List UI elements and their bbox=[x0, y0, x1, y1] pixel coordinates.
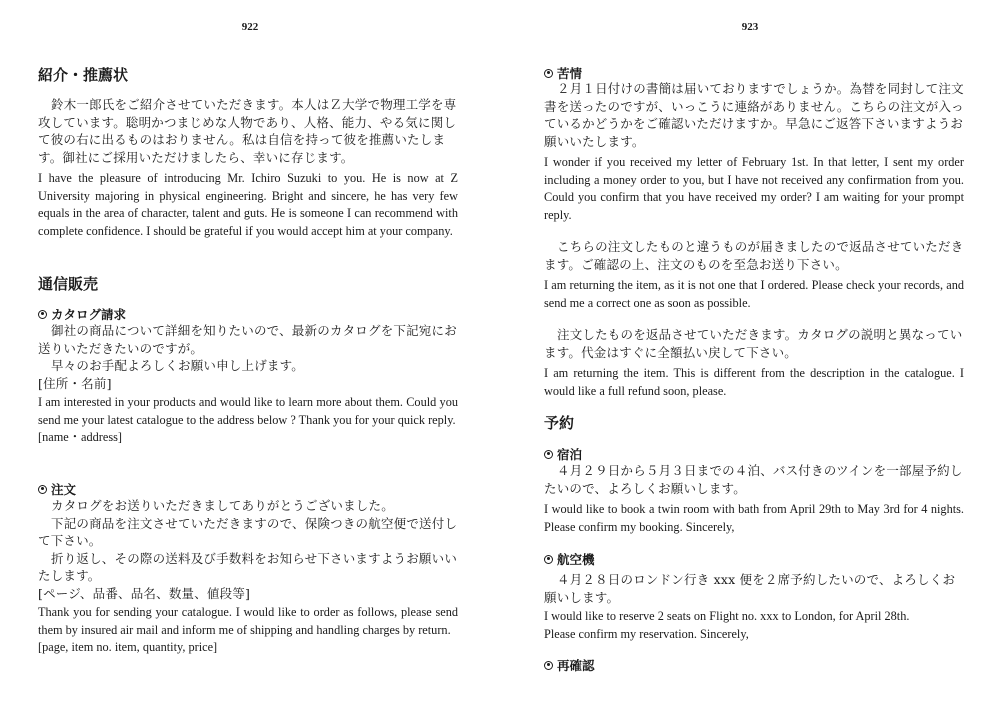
bullet-icon bbox=[38, 310, 47, 319]
order-english-2: [page, item no. item, quantity, price] bbox=[38, 640, 218, 654]
flight-english-2: Please confirm my reservation. Sincerely, bbox=[544, 626, 749, 641]
complaint-english-2: I am returning the item, as it is not one that I ordered. Please check your records, and send me a correct one as soon as possible. bbox=[544, 278, 964, 310]
order-japanese-4: [ページ、品番、品名、数量、値段等] bbox=[38, 585, 251, 601]
bullet-icon bbox=[544, 555, 553, 564]
subheading-hotel bbox=[544, 445, 582, 463]
hotel-japanese: ４月２９日から５月３日までの４泊、バス付きのツインを一部屋予約したいので、よろしくお願いします。 bbox=[544, 463, 963, 496]
catalog-japanese-3: [住所・名前] bbox=[38, 375, 112, 391]
hotel-english: I would like to book a twin room with bath from April 29th to May 3rd for 4 nights. Please confirm my booking. Sincerely, bbox=[544, 502, 964, 534]
catalog-english-2: [name・address] bbox=[38, 430, 122, 444]
section-heading-introduction: 紹介・推薦状 bbox=[38, 66, 129, 84]
subheading-label: カタログ請求 bbox=[51, 307, 127, 322]
flight-block bbox=[544, 571, 964, 643]
subheading-label: 再確認 bbox=[557, 658, 595, 673]
subheading-label: 注文 bbox=[51, 482, 77, 497]
section-heading-mail-order: 通信販売 bbox=[38, 275, 99, 293]
complaint-english-3: I am returning the item. This is different from the description in the catalogue. I would like a full refund soon, please. bbox=[544, 366, 964, 398]
order-japanese-2: 下記の商品を注文させていただきますので、保険つきの航空便で送付して下さい。 bbox=[38, 515, 458, 548]
subheading-catalog-request bbox=[38, 305, 126, 323]
complaint-japanese-2: こちらの注文したものと違うものが届きましたので返品させていただきます。ご確認の上、注文のものを至急お送り下さい。 bbox=[544, 239, 964, 272]
subheading-label: 苦情 bbox=[557, 66, 583, 81]
introduction-block bbox=[38, 96, 458, 240]
order-block bbox=[38, 497, 458, 657]
complaint-japanese-1: ２月１日付けの書簡は届いておりますでしょうか。為替を同封して注文書を送ったのですが、いっこうに連絡がありません。こちらの注文が入っているかどうかをご確認いただけますか。早急にご返答下さいますようお願いいたします。 bbox=[544, 81, 964, 149]
catalog-english-1: I am interested in your products and would like to learn more about them. Could you send me your latest catalogue to the address below ? Thank you for your quick reply. bbox=[38, 395, 458, 427]
subheading-order bbox=[38, 480, 76, 498]
subheading-flight bbox=[544, 550, 595, 568]
catalog-japanese-1: 御社の商品について詳細を知りたいので、最新のカタログを下記宛にお送りいただきたいのですが。 bbox=[38, 323, 457, 356]
bullet-icon bbox=[544, 69, 553, 78]
order-english-1: Thank you for sending your catalogue. I would like to order as follows, please send them by insured air mail and inform me of shipping and handling charges by return. bbox=[38, 605, 458, 637]
right-page bbox=[500, 0, 1000, 705]
complaint-japanese-3: 注文したものを返品させていただきます。カタログの説明と異なっています。代金はすぐに全額払い戻して下さい。 bbox=[544, 327, 963, 360]
bullet-icon bbox=[38, 485, 47, 494]
order-japanese-1: カタログをお送りいただきましてありがとうございました。 bbox=[51, 498, 394, 513]
introduction-japanese: 鈴木一郎氏をご紹介させていただきます。本人はＺ大学で物理工学を専攻しています。聡明かつまじめな人物であり、人格、能力、やる気に関して彼の右に出るものはおりません。私は自信を持って彼を推薦いたします。御社にご採用いただけましたら、幸いに存じます。 bbox=[38, 97, 457, 165]
page-number-left: 922 bbox=[241, 21, 259, 33]
bullet-icon bbox=[544, 450, 553, 459]
catalog-request-block bbox=[38, 322, 458, 447]
subheading-label: 航空機 bbox=[557, 552, 595, 567]
catalog-japanese-2: 早々のお手配よろしくお願い申し上げます。 bbox=[51, 358, 305, 373]
subheading-label: 宿泊 bbox=[557, 447, 583, 462]
bullet-icon bbox=[544, 661, 553, 670]
introduction-english: I have the pleasure of introducing Mr. Ichiro Suzuki to you. He is now at Z University majoring in physical engineering. Bright and sincere, he has very few equals in the area of character, talent and guts. He is someone I can recommend with complete confidence. I should be grateful if you would accept him at your company. bbox=[38, 171, 458, 238]
subheading-reconfirm bbox=[544, 656, 595, 674]
complaint-block bbox=[544, 80, 964, 400]
section-heading-reservation: 予約 bbox=[544, 414, 575, 432]
order-japanese-3: 折り返し、その際の送料及び手数料をお知らせ下さいますようお願いいたします。 bbox=[38, 550, 458, 583]
complaint-english-1: I wonder if you received my letter of February 1st. In that letter, I sent my order including a money order to you, but I have not received any confirmation from you. Could you confirm that you have received my order? I am waiting for your prompt reply. bbox=[544, 155, 964, 222]
page-number-right: 923 bbox=[741, 21, 759, 33]
hotel-block bbox=[544, 462, 964, 536]
flight-english-1: I would like to reserve 2 seats on Flight no. xxx to London, for April 28th. bbox=[544, 609, 910, 623]
flight-japanese: ４月２８日のロンドン行き xxx 便を２席予約したいので、よろしくお願いします。 bbox=[544, 572, 956, 605]
